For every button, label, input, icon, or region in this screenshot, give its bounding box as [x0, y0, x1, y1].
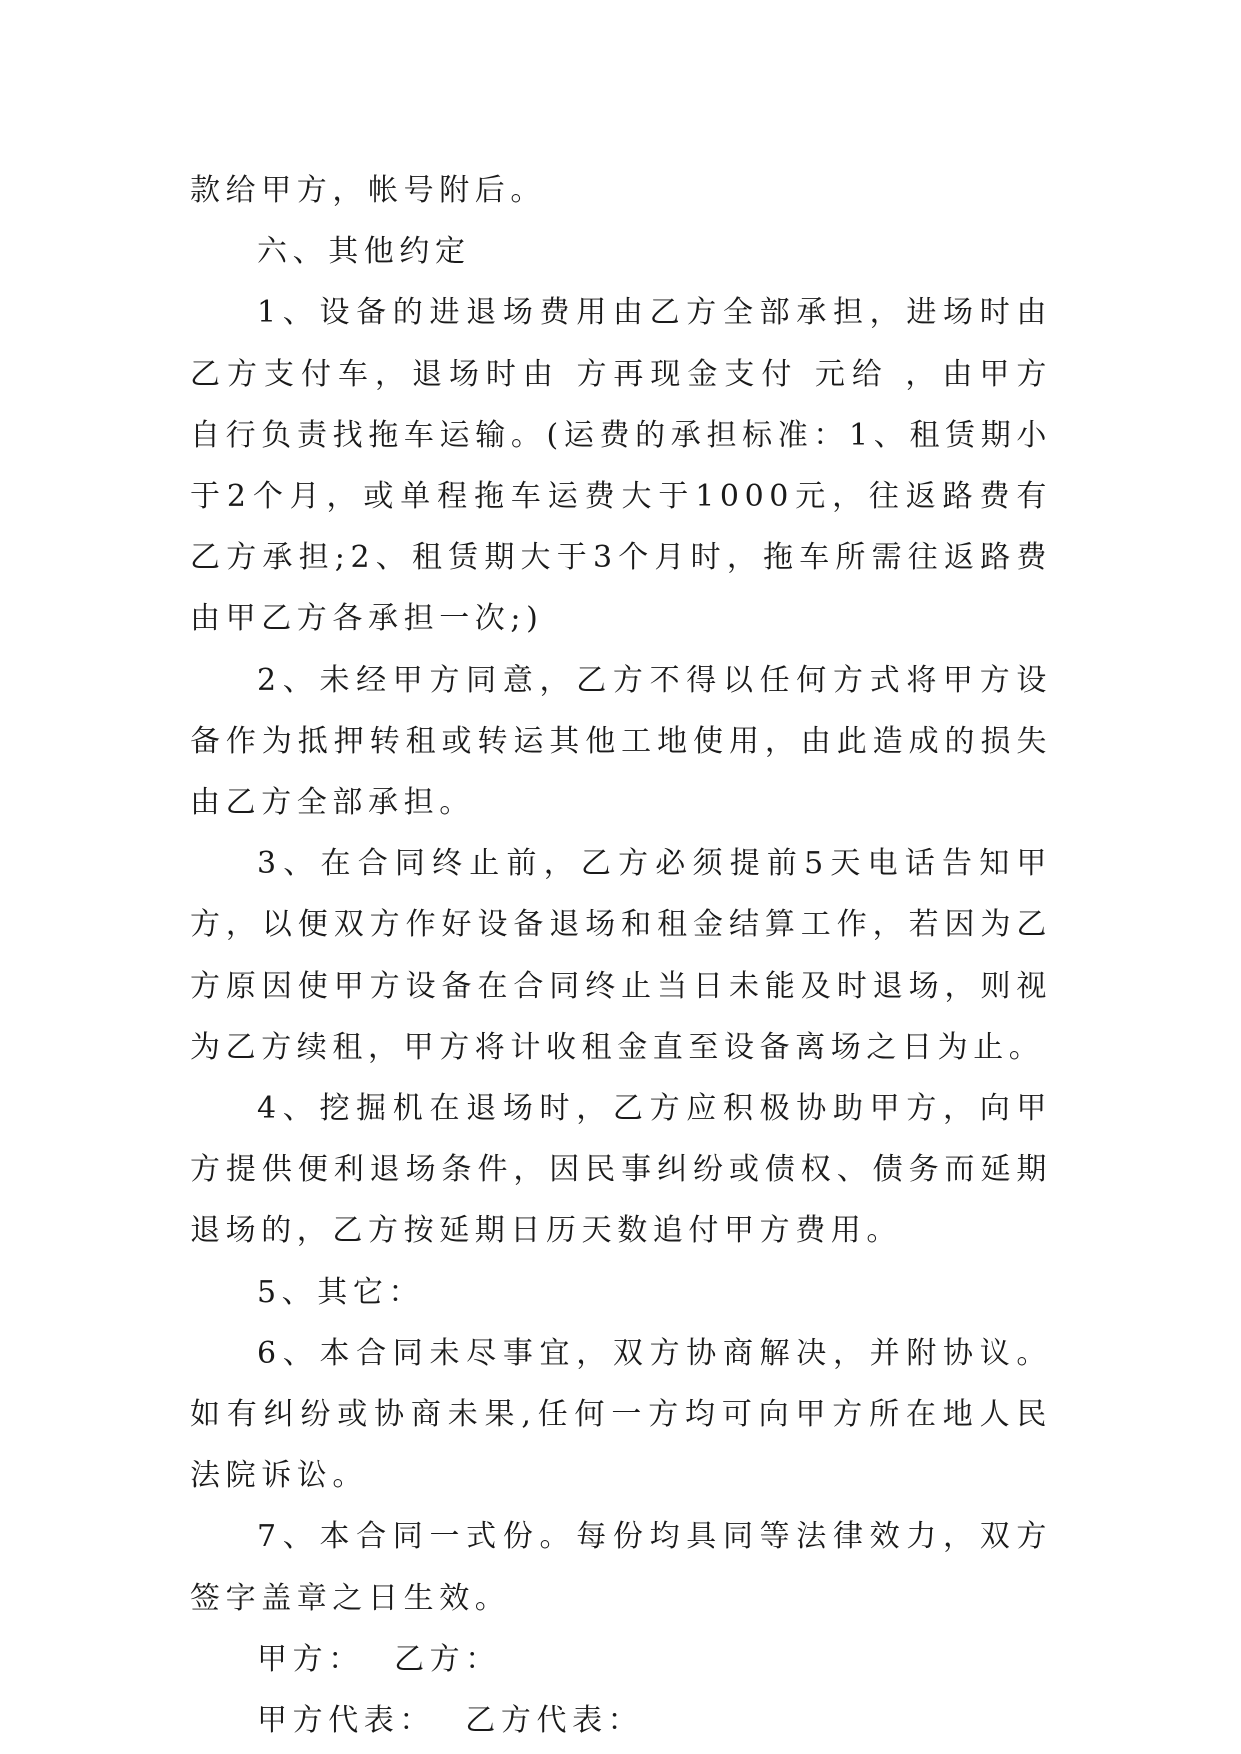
clause-4: 4、挖掘机在退场时，乙方应积极协助甲方，向甲方提供便利退场条件，因民事纠纷或债权、债务而延期退场的，乙方按延期日历天数追付甲方费用。 — [190, 1091, 1052, 1249]
document-body — [190, 160, 1052, 1751]
clause-6: 6、本合同未尽事宜，双方协商解决，并附协议。如有纠纷或协商未果,任何一方均可向甲方所在地人民法院诉讼。 — [190, 1335, 1052, 1494]
clause-2: 2、未经甲方同意，乙方不得以任何方式将甲方设备作为抵押转租或转运其他工地使用，由此造成的损失由乙方全部承担。 — [190, 662, 1052, 821]
continuation-text: 款给甲方，帐号附后。 — [190, 173, 546, 208]
section-heading: 六、其他约定 — [257, 234, 471, 270]
signature-parties: 甲方： 乙方： — [257, 1641, 501, 1677]
clause-5: 5、其它： — [257, 1274, 425, 1310]
signature-representatives: 甲方代表： 乙方代表： — [257, 1703, 644, 1739]
clause-1: 1、设备的进退场费用由乙方全部承担，进场时由乙方支付车，退场时由 方再现金支付 元给 ，由甲方自行负责找拖车运输。(运费的承担标准：1、租赁期小于2个月，或单程拖车运费大于1000元，往返路费有乙方承担;2、租赁期大于3个月时，拖车所需往返路费由甲乙方各承担一次;) — [190, 295, 1052, 637]
clause-7: 7、本合同一式份。每份均具同等法律效力，双方签字盖章之日生效。 — [190, 1519, 1052, 1616]
clause-3: 3、在合同终止前，乙方必须提前5天电话告知甲方，以便双方作好设备退场和租金结算工作，若因为乙方原因使甲方设备在合同终止当日未能及时退场，则视为乙方续租，甲方将计收租金直至设备离场之日为止。 — [190, 846, 1052, 1065]
